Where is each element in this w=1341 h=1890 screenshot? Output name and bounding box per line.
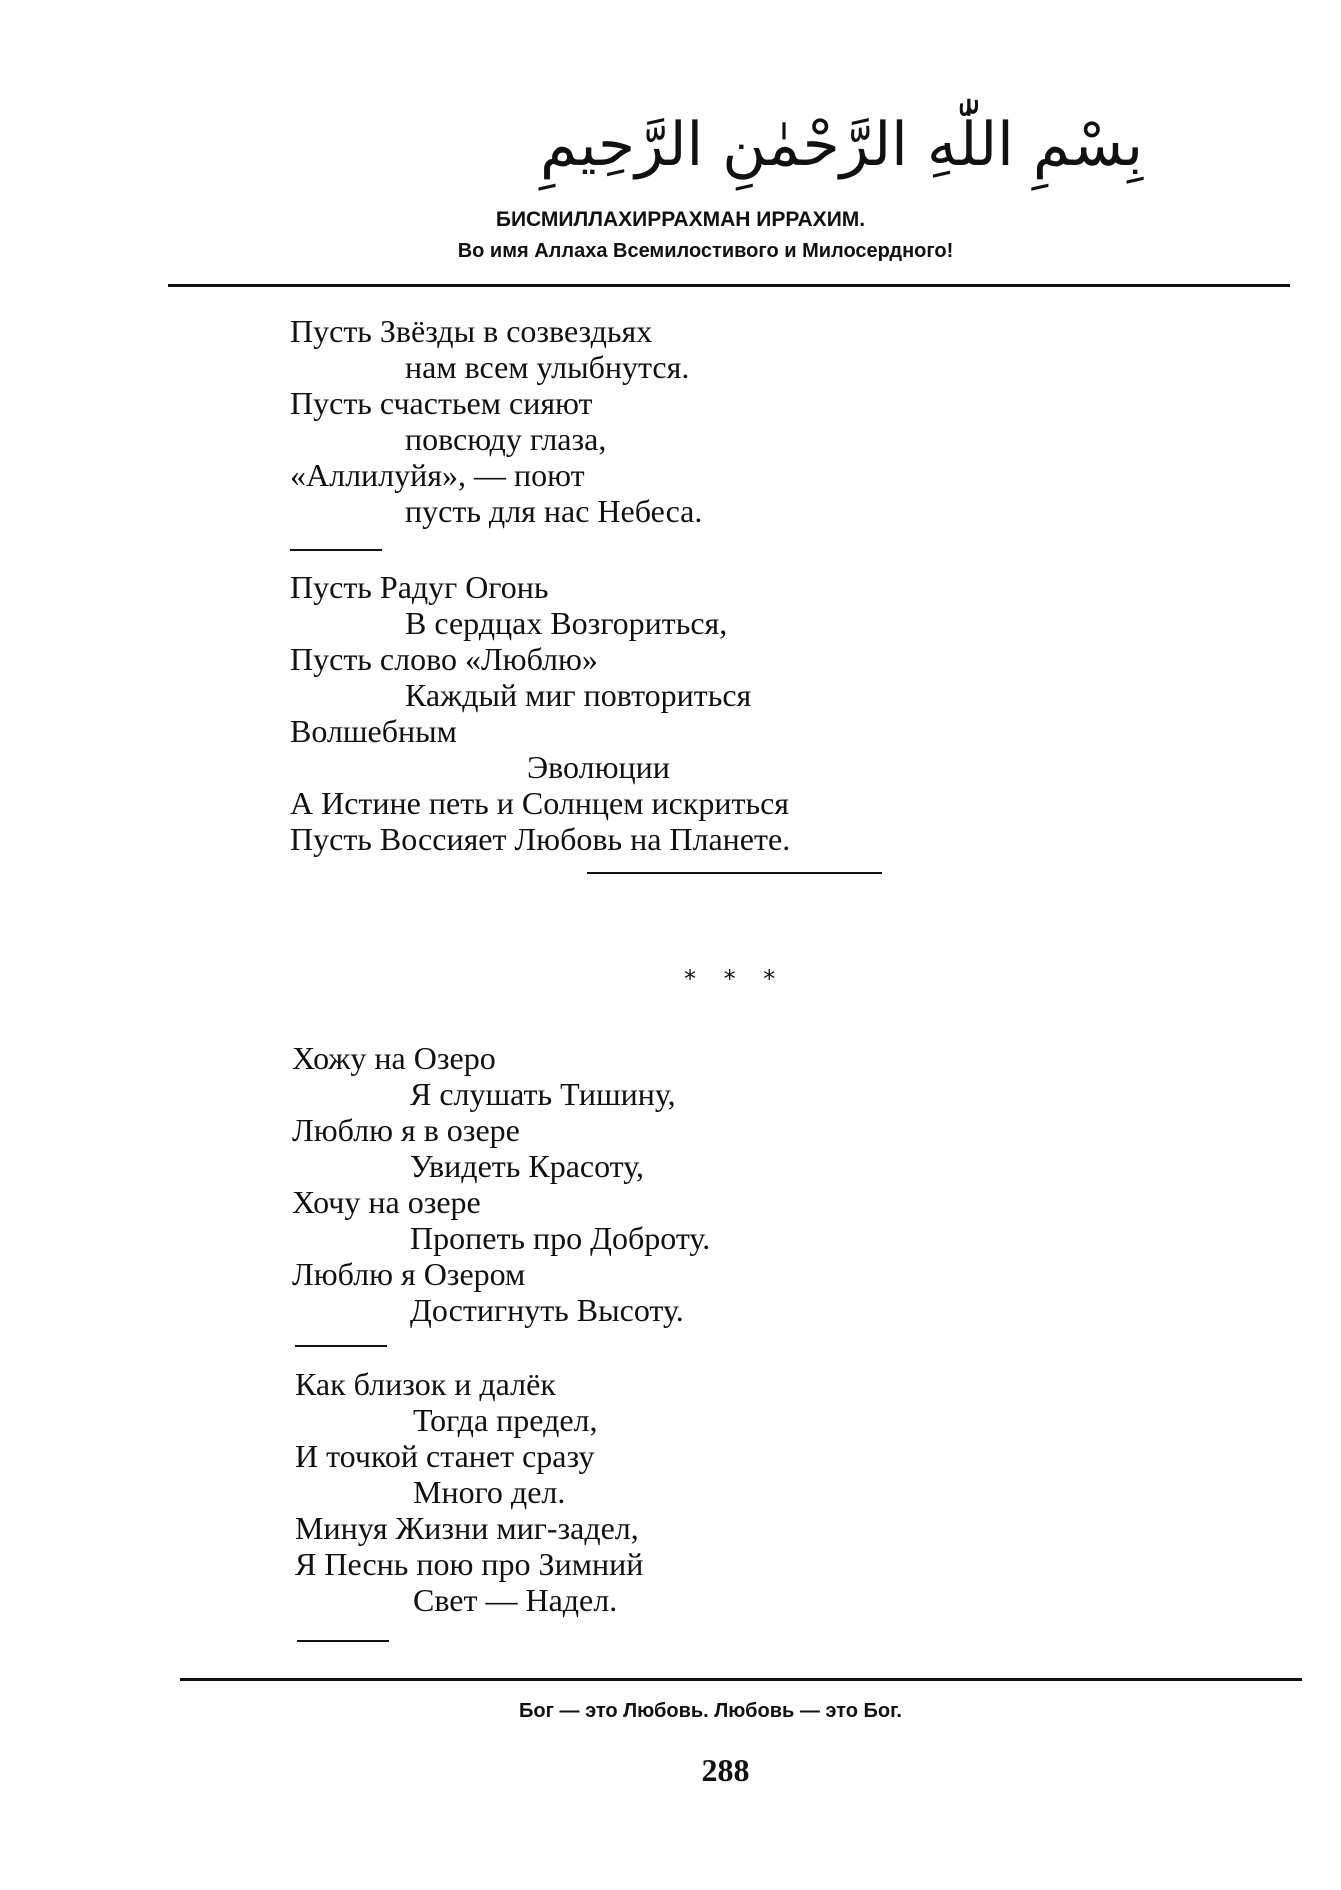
poem-line: пусть для нас Небеса. <box>405 493 703 529</box>
bismillah-transliteration: БИСМИЛЛАХИРРАХМАН ИРРАХИМ. <box>495 208 866 231</box>
poem-line: Эволюции <box>527 749 670 785</box>
poem-line: Пусть слово «Люблю» <box>290 641 598 677</box>
bismillah-translation: Во имя Аллаха Всемилостивого и Милосердного! <box>457 240 954 262</box>
poem-line: Пусть счастьем сияют <box>290 385 593 421</box>
poem-line: Пусть Радуг Огонь <box>290 569 549 605</box>
poem-line: Хочу на озере <box>292 1184 481 1220</box>
poem-line: Волшебным <box>290 713 457 749</box>
poem-line: Хожу на Озеро <box>292 1040 496 1076</box>
poem-line: Увидеть Красоту, <box>410 1148 645 1184</box>
stanza-separator <box>290 549 382 551</box>
bismillah-calligraphy: بِسْمِ اللّٰهِ الرَّحْمٰنِ الرَّحِيمِ <box>540 110 1144 180</box>
poem-line: Пусть Воссияет Любовь на Планете. <box>290 821 791 857</box>
poem-line: Свет — Надел. <box>413 1582 618 1618</box>
poem-line: повсюду глаза, <box>405 421 607 457</box>
poem-line: Люблю я Озером <box>292 1256 526 1292</box>
poem-line: Я Песнь пою про Зимний <box>295 1546 644 1582</box>
poem-end-rule <box>587 872 882 874</box>
poem-line: Минуя Жизни миг-задел, <box>295 1510 639 1546</box>
page-number: 288 <box>701 1752 750 1788</box>
poem-line: Как близок и далёк <box>295 1366 556 1402</box>
poem-line: В сердцах Возгориться, <box>405 605 728 641</box>
poem-line: Достигнуть Высоту. <box>410 1292 684 1328</box>
footer-motto: Бог — это Любовь. Любовь — это Бог. <box>519 1700 902 1722</box>
poem-line: А Истине петь и Солнцем искриться <box>290 785 789 821</box>
stanza-separator <box>297 1640 389 1642</box>
poem-line: И точкой станет сразу <box>295 1438 595 1474</box>
poem-line: Каждый миг повториться <box>405 677 752 713</box>
section-divider-stars: * * * <box>684 965 786 993</box>
poem-line: «Аллилуйя», — поют <box>290 457 585 493</box>
poem-line: нам всем улыбнутся. <box>405 349 690 385</box>
poem-line: Пропеть про Доброту. <box>410 1220 711 1256</box>
footer-rule <box>180 1678 1302 1681</box>
stanza-separator <box>295 1345 387 1347</box>
poem-line: Люблю я в озере <box>292 1112 520 1148</box>
header-rule <box>168 284 1290 287</box>
poem-line: Много дел. <box>413 1474 566 1510</box>
poem-line: Я слушать Тишину, <box>410 1076 676 1112</box>
poem-line: Пусть Звёзды в созвездьях <box>290 313 653 349</box>
poem-line: Тогда предел, <box>413 1402 598 1438</box>
